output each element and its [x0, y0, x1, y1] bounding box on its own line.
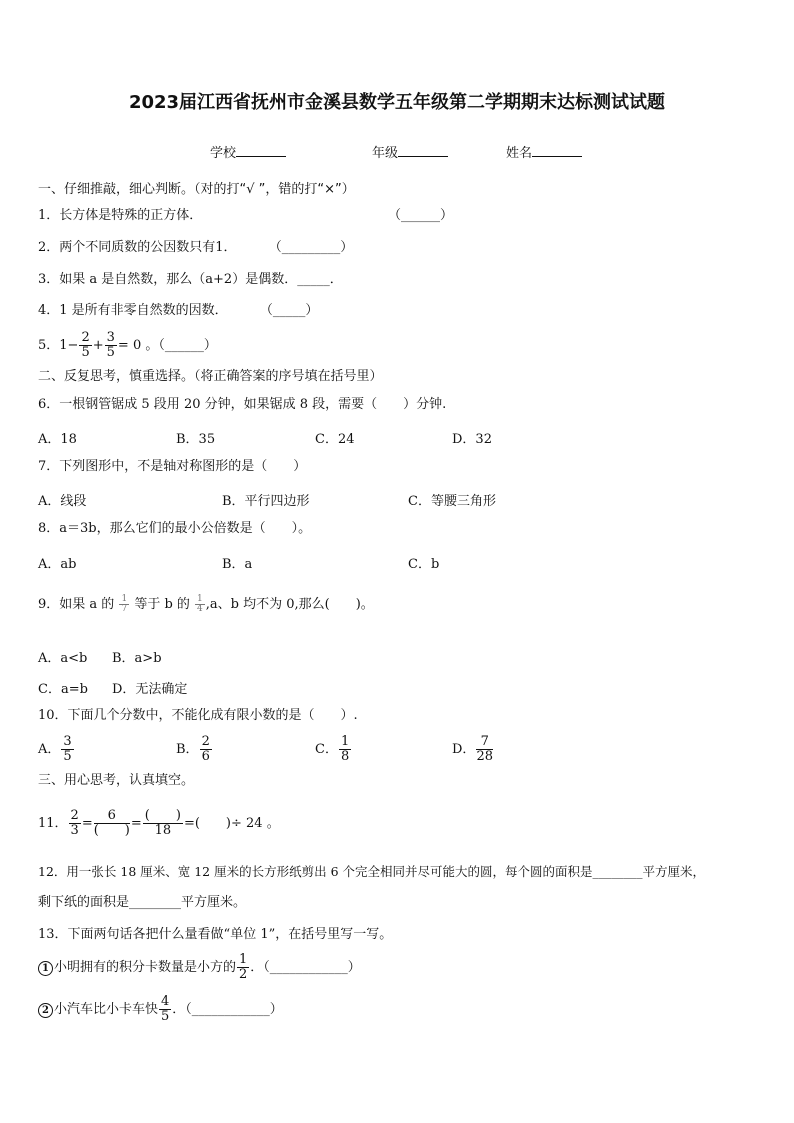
- question-6: 6．一根钢管锯成 5 段用 20 分钟，如果锯成 8 段，需要（ ）分钟.: [38, 397, 447, 412]
- school-blank[interactable]: [236, 144, 286, 157]
- question-4: [38, 303, 318, 319]
- page-title: 2023届江西省抚州市金溪县数学五年级第二学期期末达标测试试题: [128, 92, 666, 113]
- question-11: 11． $\frac{2}{3}$ = $\frac{6}{( )}$ = $\frac{( )}{18}$ =( )÷ 24 。: [38, 808, 280, 838]
- question-13-item-1: 1 小明拥有的积分卡数量是小方的 $\frac{1}{2}$ ．（____________）: [38, 950, 361, 986]
- circle-number-2: 2: [38, 1003, 53, 1018]
- section-3-heading: 三、用心思考，认真填空。: [38, 773, 195, 788]
- section-1-heading: 一、仔细推敲，细心判断。（对的打“√ ”，错的打“×”）: [38, 182, 355, 197]
- question-5-answer[interactable]: （______）: [158, 338, 217, 353]
- fraction-1-8-option: $\frac{1}{8}$: [340, 734, 350, 764]
- question-9-option-c[interactable]: C．a=b: [38, 682, 88, 697]
- question-10-option-a[interactable]: A． $\frac{3}{5}$: [38, 734, 72, 764]
- question-6-option-b[interactable]: B．35: [176, 432, 216, 447]
- question-10-option-b[interactable]: B． $\frac{2}{6}$: [176, 734, 210, 764]
- question-9-option-d[interactable]: D．无法确定: [112, 682, 188, 697]
- question-9: [38, 590, 374, 620]
- question-12-line-1: 12．用一张长 18 厘米、宽 12 厘米的长方形纸剪出 6 个完全相同并尽可能大的圆，每个圆的面积是________平方厘米，: [38, 864, 706, 879]
- question-11-tail[interactable]: =( )÷ 24 。: [183, 816, 280, 831]
- section-2-heading: 二、反复思考，慎重选择。（将正确答案的序号填在括号里）: [38, 369, 383, 384]
- question-7: 7．下列图形中，不是轴对称图形的是（ ）: [38, 459, 307, 474]
- question-9-post: ,a、b 均不为 0,那么( )。: [205, 597, 374, 612]
- question-2: [38, 240, 353, 256]
- question-8: 8．a＝3b，那么它们的最小公倍数是（ ）。: [38, 521, 312, 536]
- question-6-option-c[interactable]: C．24: [315, 432, 355, 447]
- fraction-1-7: $\frac{1}{7}$: [121, 593, 128, 614]
- fraction-1-4: $\frac{1}{4}$: [197, 593, 203, 614]
- question-5-number: 5．: [38, 338, 60, 353]
- fraction-1-2: $\frac{1}{2}$: [239, 952, 248, 982]
- fraction-7-28-option: $\frac{7}{28}$: [476, 734, 493, 764]
- question-5-equals: = 0 。: [117, 338, 159, 353]
- fraction-2-5: $\frac{2}{5}$: [81, 330, 90, 360]
- question-9-option-a[interactable]: A．a<b: [38, 651, 88, 666]
- question-1: [38, 208, 202, 224]
- question-1-answer[interactable]: （______）: [388, 208, 454, 223]
- question-2-answer[interactable]: （_________）: [268, 240, 354, 255]
- fraction-2-6-option: $\frac{2}{6}$: [201, 734, 210, 764]
- question-6-option-d[interactable]: D．32: [452, 432, 492, 447]
- question-13-item-2-answer[interactable]: ．（____________）: [172, 1002, 283, 1017]
- question-7-option-b[interactable]: B．平行四边形: [222, 494, 310, 509]
- question-3: 3．如果 a 是自然数，那么（a+2）是偶数．_____．: [38, 272, 343, 287]
- question-1-text: 1．长方体是特殊的正方体．: [38, 208, 203, 223]
- name-label: 姓名: [506, 146, 533, 161]
- question-6-option-a[interactable]: A．18: [38, 432, 77, 447]
- question-8-option-c[interactable]: C．b: [408, 557, 440, 572]
- question-12-line-2: 剩下纸的面积是________平方厘米。: [38, 895, 247, 910]
- question-5-plus: +: [92, 338, 104, 353]
- grade-field[interactable]: [372, 142, 448, 161]
- fraction-3-5-option: $\frac{3}{5}$: [63, 734, 72, 764]
- question-9-option-b[interactable]: B．a>b: [112, 651, 162, 666]
- question-7-option-c[interactable]: C．等腰三角形: [408, 494, 496, 509]
- question-9-pre: 9．如果 a 的: [38, 597, 115, 612]
- school-label: 学校: [210, 146, 237, 161]
- question-4-text: 4．1 是所有非零自然数的因数．: [38, 303, 228, 318]
- question-7-option-a[interactable]: A．线段: [38, 494, 87, 509]
- question-13: 13．下面两句话各把什么量看做“单位 1”，在括号里写一写。: [38, 927, 393, 942]
- question-2-text: 2．两个不同质数的公因数只有1．: [38, 240, 237, 255]
- fraction-2-3: $\frac{2}{3}$: [70, 808, 79, 838]
- name-field[interactable]: [506, 142, 582, 161]
- question-8-option-b[interactable]: B．a: [222, 557, 253, 572]
- grade-blank[interactable]: [398, 144, 448, 157]
- fraction-4-5: $\frac{4}{5}$: [161, 994, 170, 1024]
- name-blank[interactable]: [532, 144, 582, 157]
- question-11-number: 11．: [38, 816, 68, 831]
- question-9-mid: 等于 b 的: [134, 597, 190, 612]
- question-8-option-a[interactable]: A．ab: [38, 557, 77, 572]
- school-field[interactable]: [210, 142, 286, 161]
- question-4-answer[interactable]: （_____）: [259, 303, 319, 318]
- question-5-one: 1−: [59, 338, 79, 353]
- question-10: 10．下面几个分数中，不能化成有限小数的是（ ）.: [38, 708, 358, 723]
- question-13-item-1-answer[interactable]: ．（____________）: [250, 960, 361, 975]
- fraction-3-5: $\frac{3}{5}$: [106, 330, 115, 360]
- fraction-6-blank[interactable]: $\frac{6}{( )}$: [93, 808, 130, 838]
- question-13-item-2: 2 小汽车比小卡车快 $\frac{4}{5}$ ．（____________）: [38, 992, 283, 1028]
- fraction-blank-18[interactable]: $\frac{( )}{18}$: [144, 808, 181, 838]
- question-10-option-c[interactable]: C． $\frac{1}{8}$: [315, 734, 350, 764]
- circle-number-1: 1: [38, 961, 53, 976]
- question-10-option-d[interactable]: D． $\frac{7}{28}$: [452, 734, 493, 764]
- grade-label: 年级: [372, 146, 399, 161]
- question-5: [38, 328, 217, 364]
